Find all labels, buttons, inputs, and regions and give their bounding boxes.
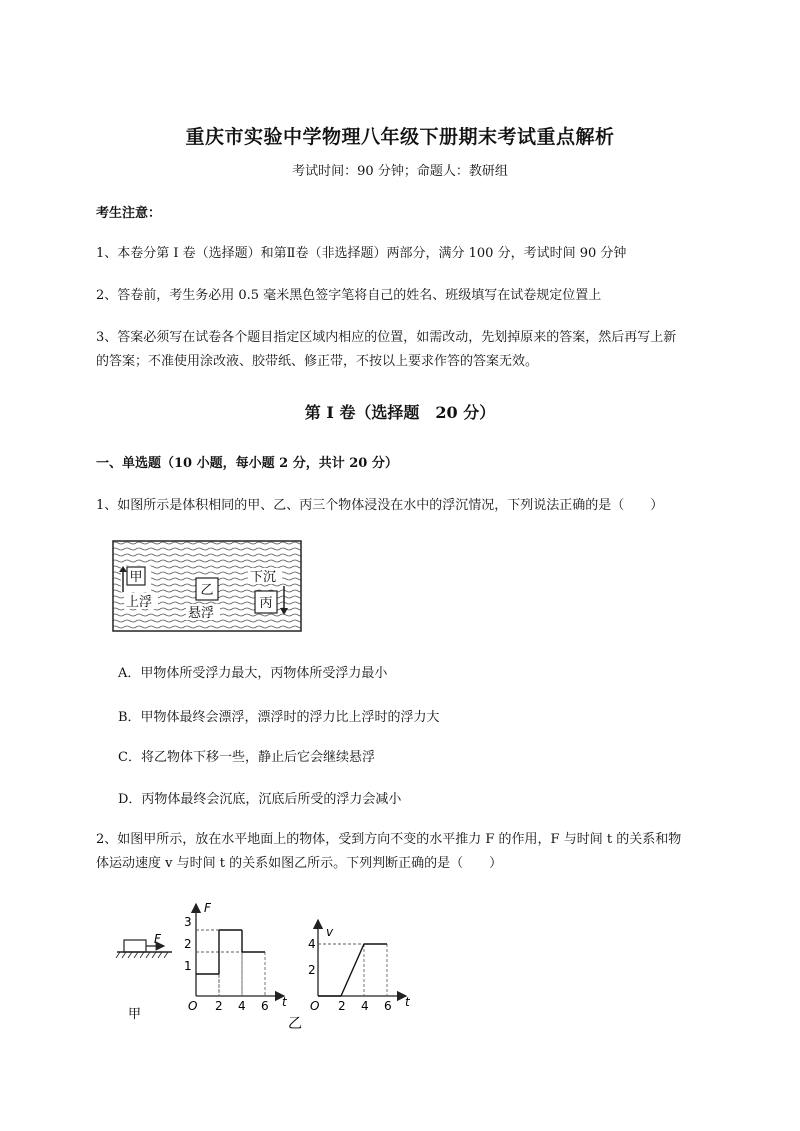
figure-jia bbox=[116, 932, 172, 1022]
part-heading: 一、单选题（10 小题，每小题 2 分，共计 20 分） bbox=[96, 456, 398, 471]
v-ytick-4: 4 bbox=[308, 937, 316, 951]
v-axis-label: v bbox=[326, 925, 334, 939]
exam-subtitle: 考试时间：90 分钟；命题人：教研组 bbox=[292, 164, 508, 179]
notice-item-2: 2、答卷前，考生务必用 0.5 毫米黑色签字笔将自己的姓名、班级填写在试卷规定位置上 bbox=[96, 288, 602, 303]
v-t-label: t bbox=[405, 995, 410, 1009]
v-origin: O bbox=[310, 999, 320, 1013]
q1-option-d: D．丙物体最终会沉底，沉底后所受的浮力会减小 bbox=[118, 792, 402, 807]
notice-item-3a: 3、答案必须写在试卷各个题目指定区域内相应的位置，如需改动，先划掉原来的答案，然后再写上新 bbox=[96, 330, 677, 345]
force-label: F bbox=[154, 932, 161, 946]
question-2-text-1: 2、如图甲所示，放在水平地面上的物体，受到方向不变的水平推力 F 的作用，F 与时间 t 的关系和物 bbox=[96, 832, 682, 847]
f-ytick-1: 1 bbox=[184, 959, 192, 973]
q1-option-c: C．将乙物体下移一些，静止后它会继续悬浮 bbox=[118, 750, 375, 765]
force-velocity-figure bbox=[112, 900, 422, 1035]
notice-item-1: 1、本卷分第 I 卷（选择题）和第Ⅱ卷（非选择题）两部分，满分 100 分，考试时间 90 分钟 bbox=[96, 246, 627, 261]
label-jia: 甲 bbox=[128, 1007, 142, 1022]
f-ytick-2: 2 bbox=[184, 937, 192, 951]
v-t-graph bbox=[308, 920, 411, 1013]
f-series bbox=[196, 930, 265, 996]
block bbox=[124, 940, 146, 952]
label-xuanfu: 悬浮 bbox=[188, 606, 215, 621]
q1-option-a: A．甲物体所受浮力最大，丙物体所受浮力最小 bbox=[118, 666, 388, 681]
f-axis-label: F bbox=[204, 901, 211, 915]
f-t-graph bbox=[184, 901, 288, 1013]
label-xiachen: 下沉 bbox=[250, 570, 277, 585]
v-ytick-2: 2 bbox=[308, 963, 316, 977]
question-1-text: 1、如图所示是体积相同的甲、乙、丙三个物体浸没在水中的浮沉情况，下列说法正确的是（ ） bbox=[96, 498, 664, 513]
notice-item-3b: 的答案；不准使用涂改液、胶带纸、修正带，不按以上要求作答的答案无效。 bbox=[96, 354, 539, 369]
f-ytick-3: 3 bbox=[184, 915, 192, 929]
f-xtick-4: 4 bbox=[238, 999, 246, 1013]
f-origin: O bbox=[188, 999, 198, 1013]
label-yi: 乙 bbox=[288, 1016, 302, 1032]
label-bing: 丙 bbox=[259, 596, 273, 611]
page-title: 重庆市实验中学物理八年级下册期末考试重点解析 bbox=[185, 126, 615, 148]
f-xtick-6: 6 bbox=[261, 999, 269, 1013]
v-series bbox=[318, 944, 387, 996]
question-2-text-2: 体运动速度 v 与时间 t 的关系如图乙所示。下列判断正确的是（ ） bbox=[96, 856, 503, 871]
buoyancy-figure bbox=[112, 540, 302, 632]
label-jia: 甲 bbox=[129, 570, 143, 585]
v-xtick-2: 2 bbox=[338, 999, 346, 1013]
series-segment bbox=[341, 944, 364, 996]
f-t-label: t bbox=[282, 995, 287, 1009]
v-xtick-6: 6 bbox=[384, 999, 392, 1013]
label-shangfu: 上浮 bbox=[126, 595, 153, 610]
notice-heading: 考生注意： bbox=[96, 206, 162, 221]
v-xtick-4: 4 bbox=[361, 999, 369, 1013]
label-yi: 乙 bbox=[200, 583, 214, 598]
f-xtick-2: 2 bbox=[215, 999, 223, 1013]
q1-option-b: B．甲物体最终会漂浮，漂浮时的浮力比上浮时的浮力大 bbox=[118, 710, 440, 725]
section-title: 第 I 卷（选择题 20 分） bbox=[304, 403, 496, 422]
